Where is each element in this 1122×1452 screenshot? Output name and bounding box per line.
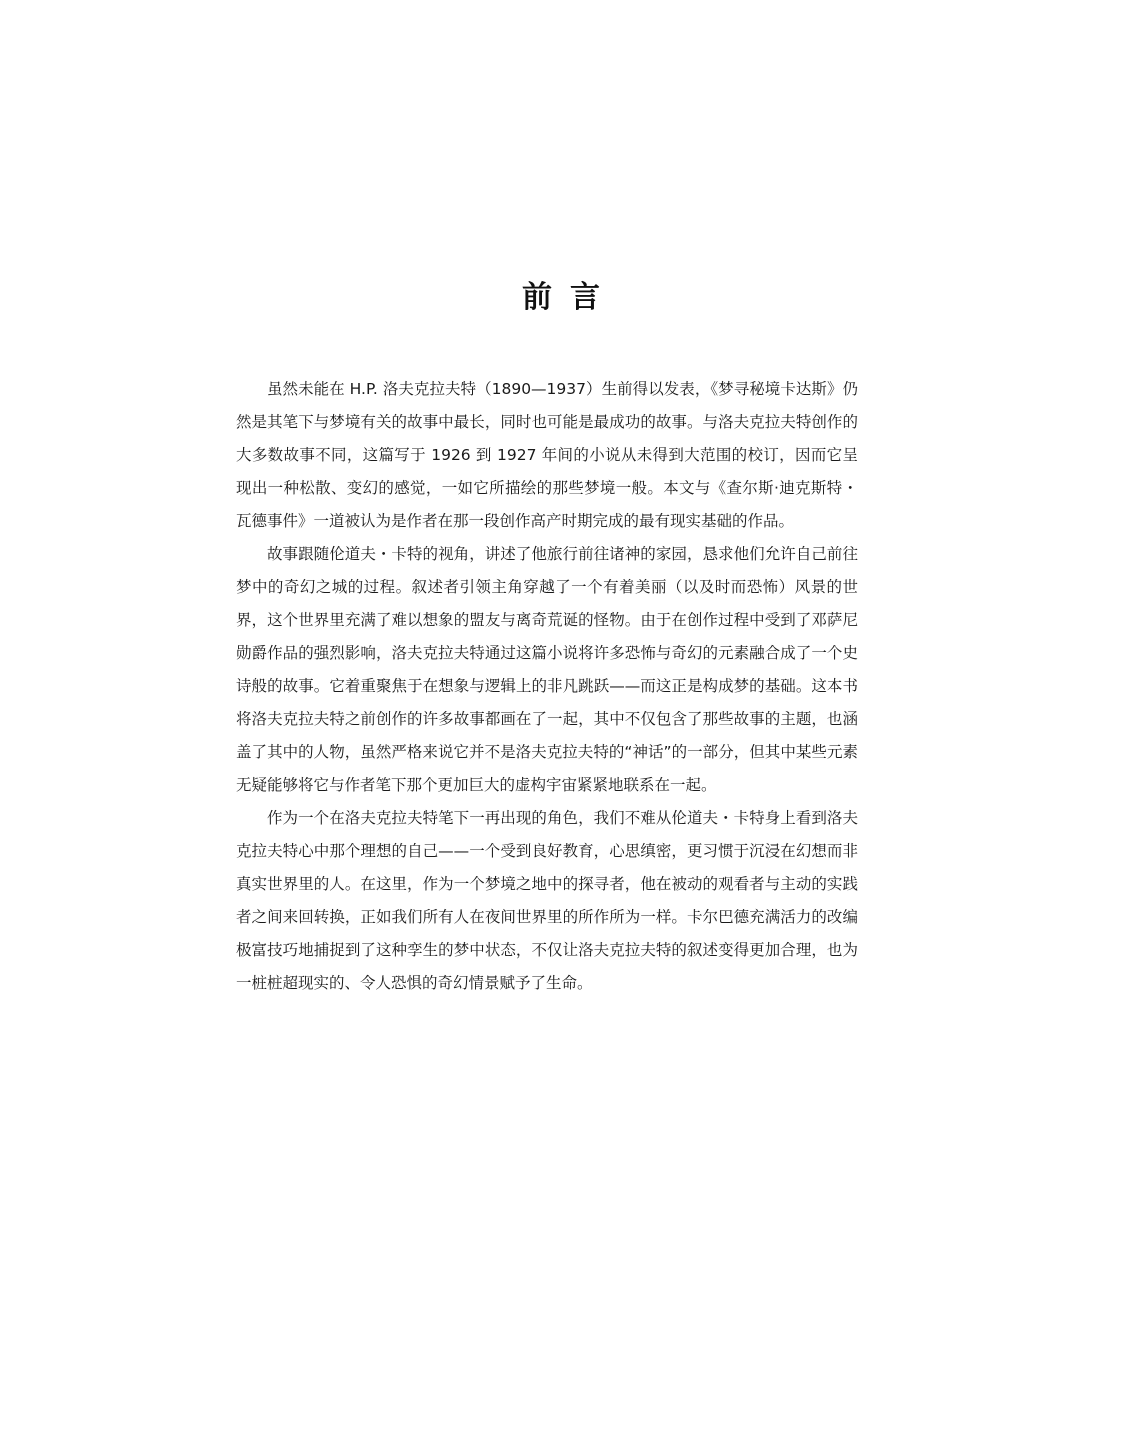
preface-body (236, 373, 858, 1000)
paragraph-1: 虽然未能在 H.P. 洛夫克拉夫特（1890—1937）生前得以发表，《梦寻秘境卡达斯》仍然是其笔下与梦境有关的故事中最长，同时也可能是最成功的故事。与洛夫克拉夫特创作的大多数故事不同，这篇写于 1926 到 1927 年间的小说从未得到大范围的校订，因而它呈现出一种松散、变幻的感觉，一如它所描绘的那些梦境一般。本文与《查尔斯·迪克斯特・瓦德事件》一道被认为是作者在那一段创作高产时期完成的最有现实基础的作品。 (236, 380, 858, 530)
paragraph-2: 故事跟随伦道夫・卡特的视角，讲述了他旅行前往诸神的家园，恳求他们允许自己前往梦中的奇幻之城的过程。叙述者引领主角穿越了一个有着美丽（以及时而恐怖）风景的世界，这个世界里充满了难以想象的盟友与离奇荒诞的怪物。由于在创作过程中受到了邓萨尼勋爵作品的强烈影响，洛夫克拉夫特通过这篇小说将许多恐怖与奇幻的元素融合成了一个史诗般的故事。它着重聚焦于在想象与逻辑上的非凡跳跃——而这正是构成梦的基础。这本书将洛夫克拉夫特之前创作的许多故事都画在了一起，其中不仅包含了那些故事的主题，也涵盖了其中的人物，虽然严格来说它并不是洛夫克拉夫特的“神话”的一部分，但其中某些元素无疑能够将它与作者笔下那个更加巨大的虚构宇宙紧紧地联系在一起。 (236, 545, 858, 794)
paragraph-3: 作为一个在洛夫克拉夫特笔下一再出现的角色，我们不难从伦道夫・卡特身上看到洛夫克拉夫特心中那个理想的自己——一个受到良好教育，心思缜密，更习惯于沉浸在幻想而非真实世界里的人。在这里，作为一个梦境之地中的探寻者，他在被动的观看者与主动的实践者之间来回转换，正如我们所有人在夜间世界里的所作所为一样。卡尔巴德充满活力的改编极富技巧地捕捉到了这种孪生的梦中状态，不仅让洛夫克拉夫特的叙述变得更加合理，也为一桩桩超现实的、令人恐惧的奇幻情景赋予了生命。 (236, 809, 858, 992)
page-title: 前言 (522, 280, 618, 315)
